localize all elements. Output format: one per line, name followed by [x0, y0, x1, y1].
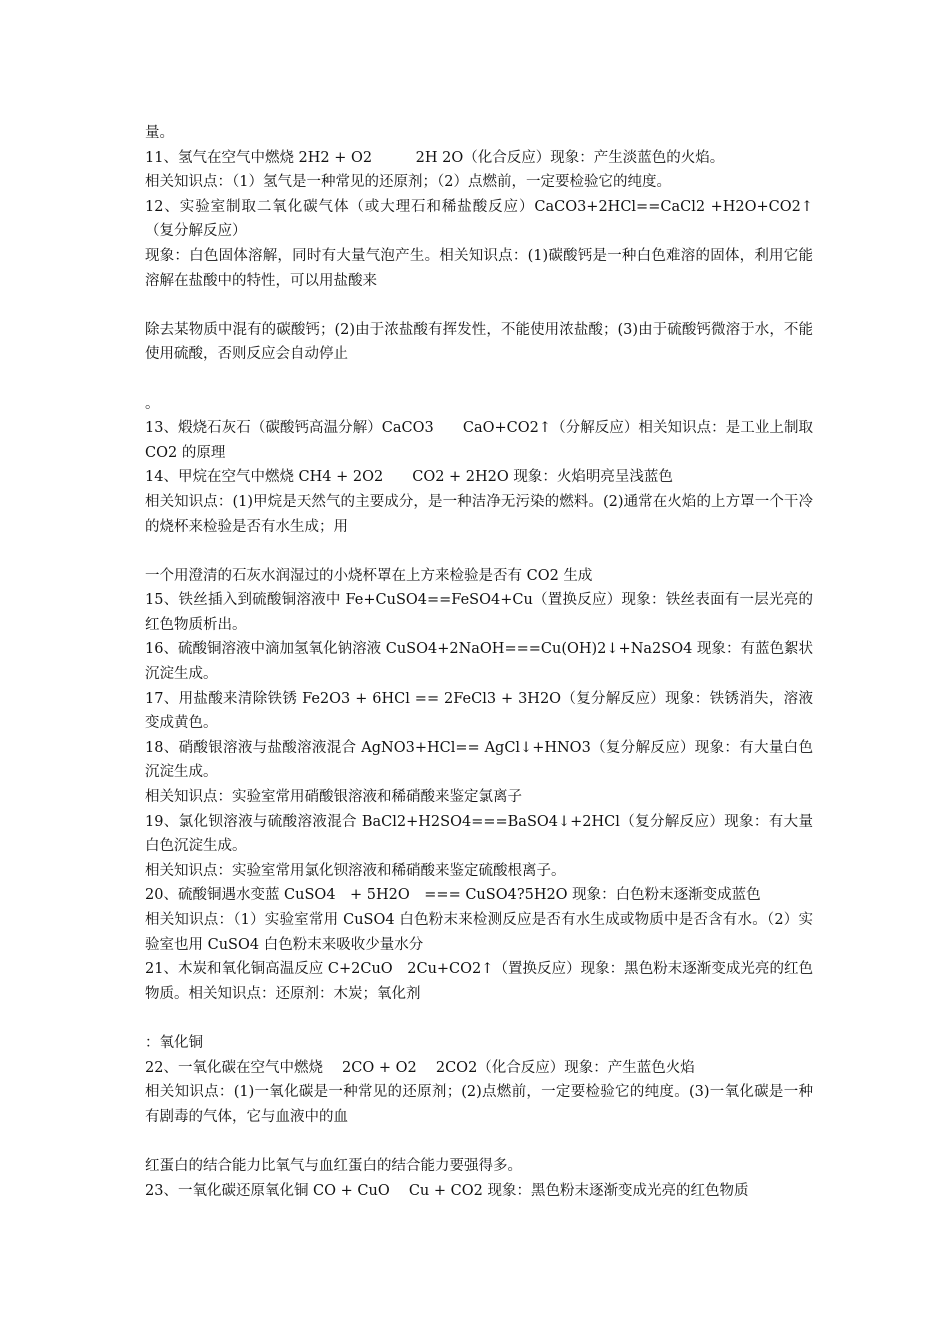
paragraph: 13、煅烧石灰石（碳酸钙高温分解）CaCO3 CaO+CO2↑（分解反应）相关知识点：是工业上制取 CO2 的原理: [145, 420, 818, 461]
paragraph: 21、木炭和氧化铜高温反应 C+2CuO 2Cu+CO2↑（置换反应）现象：黑色粉末逐渐变成光亮的红色物质。相关知识点：还原剂：木炭；氧化剂: [145, 961, 813, 1002]
paragraph: 14、甲烷在空气中燃烧 CH4 + 2O2 CO2 + 2H2O 现象：火焰明亮呈浅蓝色: [145, 469, 673, 486]
paragraph: 11、氢气在空气中燃烧 2H2 + O2 2H 2O（化合反应）现象：产生淡蓝色的火焰。: [145, 149, 725, 166]
paragraph: 16、硫酸铜溶液中滴加氢氧化钠溶液 CuSO4+2NaOH===Cu(OH)2↓+Na2SO4 现象：有蓝色絮状沉淀生成。: [145, 641, 813, 683]
paragraph: 相关知识点：（1）氢气是一种常见的还原剂；（2）点燃前，一定要检验它的纯度。: [145, 174, 671, 191]
paragraph: 相关知识点：（1）实验室常用 CuSO4 白色粉末来检测反应是否有水生成或物质中是否含有水。（2）实验室也用 CuSO4 白色粉末来吸收少量水分: [145, 912, 813, 953]
paragraph: 12、实验室制取二氧化碳气体（或大理石和稀盐酸反应）CaCO3+2HCl==CaCl2 +H2O+CO2↑（复分解反应）: [145, 198, 813, 240]
paragraph: 17、用盐酸来清除铁锈 Fe2O3 + 6HCl == 2FeCl3 + 3H2O（复分解反应）现象：铁锈消失，溶液变成黄色。: [145, 690, 813, 732]
paragraph: 红蛋白的结合能力比氧气与血红蛋白的结合能力要强得多。: [145, 1157, 522, 1174]
paragraph: 23、一氧化碳还原氧化铜 CO + CuO Cu + CO2 现象：黑色粉末逐渐变成光亮的红色物质: [145, 1182, 749, 1199]
paragraph: 19、氯化钡溶液与硫酸溶液混合 BaCl2+H2SO4===BaSO4↓+2HCl（复分解反应）现象：有大量白色沉淀生成。: [145, 813, 813, 855]
paragraph: 现象：白色固体溶解，同时有大量气泡产生。相关知识点：(1)碳酸钙是一种白色难溶的固体，利用它能溶解在盐酸中的特性，可以用盐酸来: [145, 247, 813, 289]
paragraph: 18、硝酸银溶液与盐酸溶液混合 AgNO3+HCl== AgCl↓+HNO3（复分解反应）现象：有大量白色沉淀生成。: [145, 739, 813, 781]
paragraph: ：氧化铜: [145, 1034, 203, 1051]
document-body: [145, 121, 818, 1203]
paragraph: 相关知识点：实验室常用氯化钡溶液和稀硝酸来鉴定硫酸根离子。: [145, 862, 566, 879]
paragraph: 22、一氧化碳在空气中燃烧 2CO + O2 2CO2（化合反应）现象：产生蓝色火焰: [145, 1059, 695, 1076]
paragraph: 相关知识点：(1)一氧化碳是一种常见的还原剂；(2)点燃前，一定要检验它的纯度。(3)一氧化碳是一种有剧毒的气体，它与血液中的血: [145, 1084, 813, 1125]
paragraph: 一个用澄清的石灰水润湿过的小烧杯罩在上方来检验是否有 CO2 生成: [145, 567, 593, 584]
paragraph: 除去某物质中混有的碳酸钙；(2)由于浓盐酸有挥发性，不能使用浓盐酸；(3)由于硫酸钙微溶于水，不能使用硫酸，否则反应会自动停止: [145, 321, 813, 363]
paragraph: 相关知识点：(1)甲烷是天然气的主要成分，是一种洁净无污染的燃料。(2)通常在火焰的上方罩一个干冷的烧杯来检验是否有水生成；用: [145, 493, 813, 535]
paragraph: 15、铁丝插入到硫酸铜溶液中 Fe+CuSO4==FeSO4+Cu（置换反应）现象：铁丝表面有一层光亮的红色物质析出。: [145, 592, 813, 633]
paragraph: 。: [145, 395, 160, 412]
paragraph: 20、硫酸铜遇水变蓝 CuSO4 + 5H2O === CuSO4?5H2O 现象：白色粉末逐渐变成蓝色: [145, 887, 761, 904]
paragraph: 量。: [145, 125, 174, 141]
paragraph: 相关知识点：实验室常用硝酸银溶液和稀硝酸来鉴定氯离子: [145, 789, 522, 806]
